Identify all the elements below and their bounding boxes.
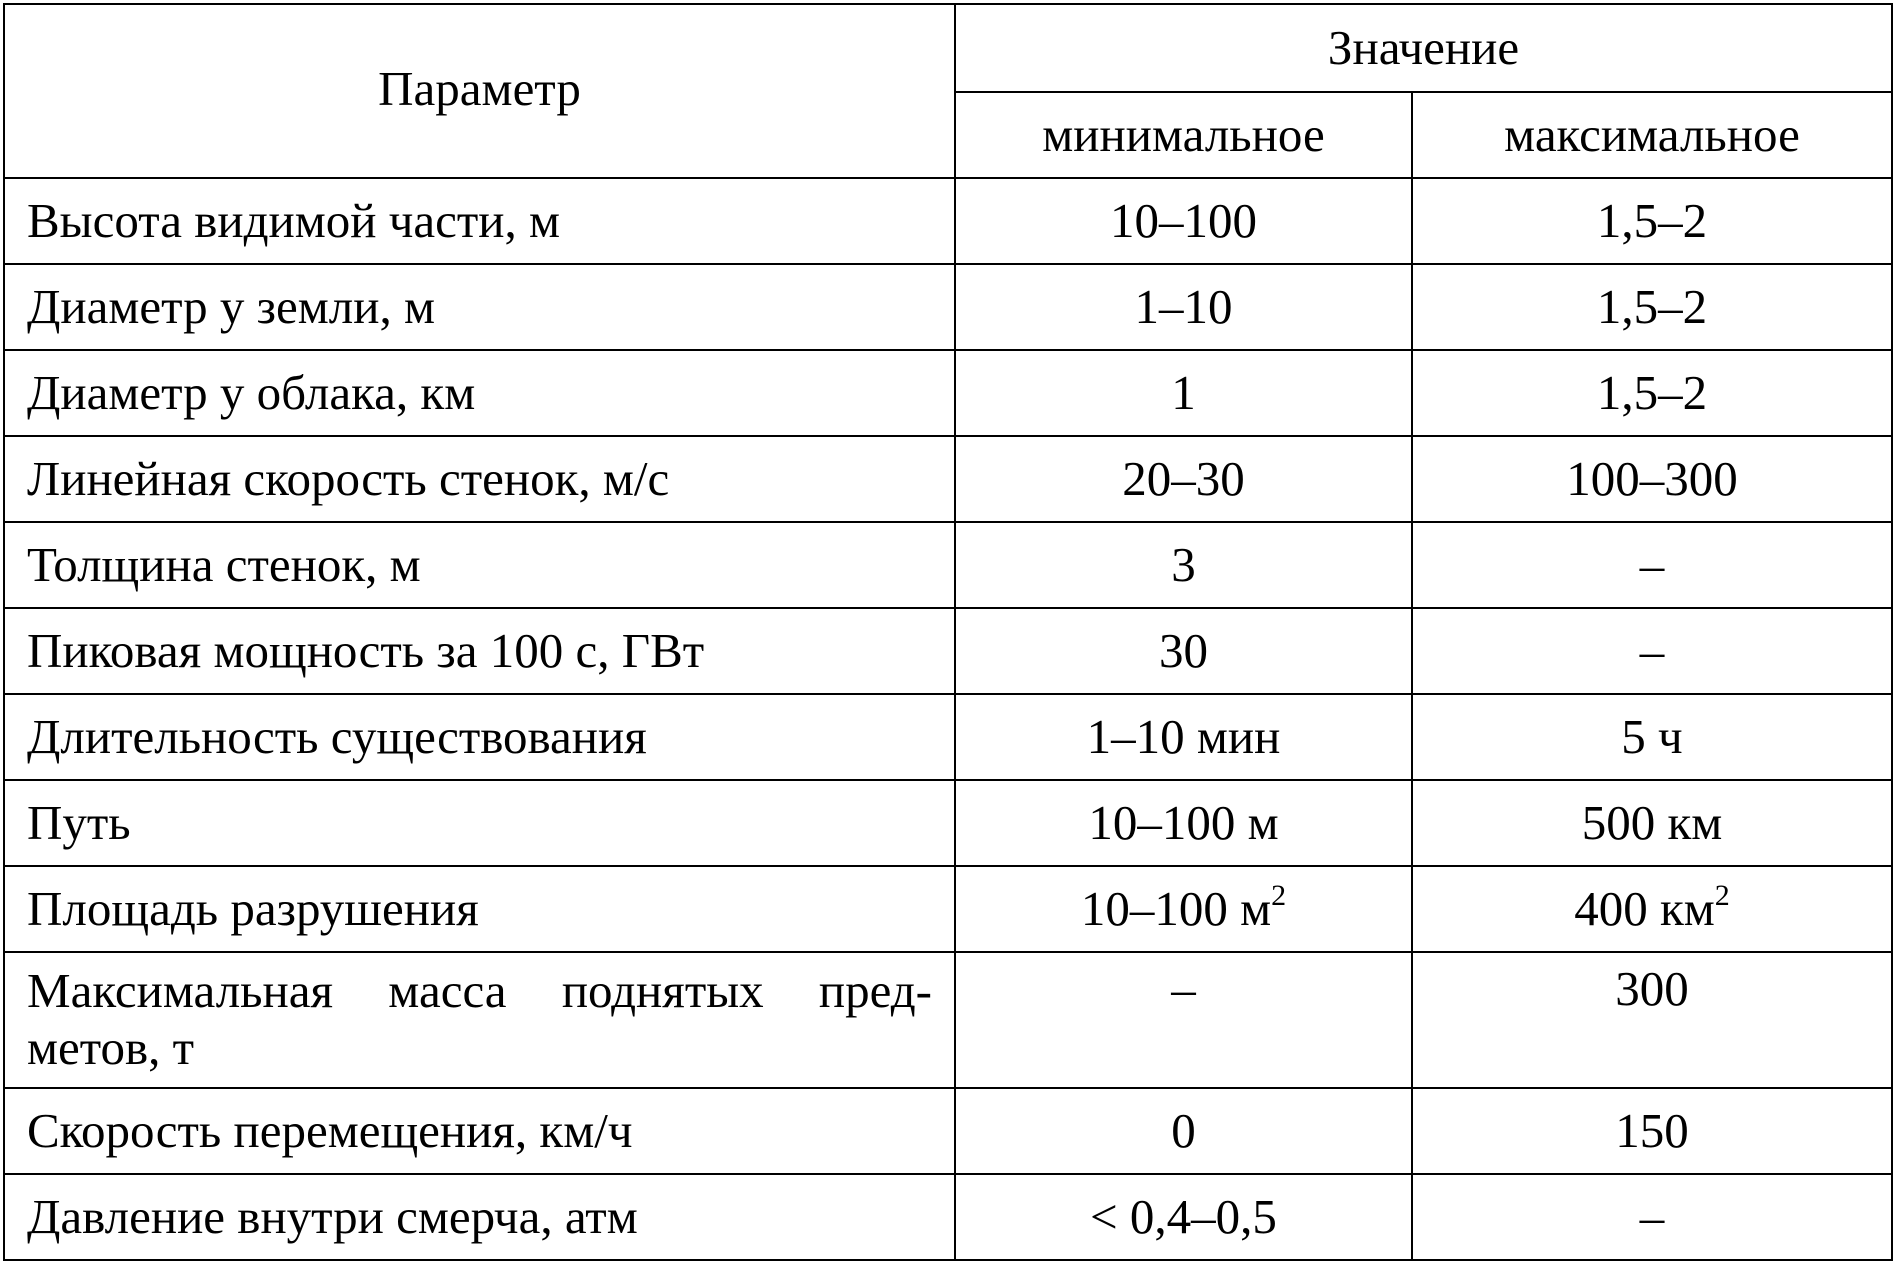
row-max-value: 100–300 bbox=[1412, 436, 1892, 522]
table-row bbox=[4, 952, 1892, 1088]
row-parameter: Высота видимой части, м bbox=[4, 178, 955, 264]
header-parameter: Параметр bbox=[4, 4, 955, 178]
row-min-value: – bbox=[955, 952, 1412, 1088]
header-value-group: Значение bbox=[955, 4, 1892, 92]
table-row bbox=[4, 178, 1892, 264]
row-min-value: 3 bbox=[955, 522, 1412, 608]
row-parameter: Путь bbox=[4, 780, 955, 866]
table-row bbox=[4, 866, 1892, 952]
min-value-text: 10–100 м bbox=[1080, 880, 1272, 936]
row-max-value: 1,5–2 bbox=[1412, 264, 1892, 350]
row-min-value: 10–100 м bbox=[955, 780, 1412, 866]
row-max-value: 5 ч bbox=[1412, 694, 1892, 780]
row-parameter-line-2: метов, т bbox=[27, 1020, 195, 1075]
row-max-value: 300 bbox=[1412, 952, 1892, 1088]
row-min-value: 0 bbox=[955, 1088, 1412, 1174]
table-row bbox=[4, 522, 1892, 608]
row-parameter: Длительность существования bbox=[4, 694, 955, 780]
row-parameter: Линейная скорость стенок, м/с bbox=[4, 436, 955, 522]
header-maximum: максимальное bbox=[1412, 92, 1892, 178]
row-min-value: 20–30 bbox=[955, 436, 1412, 522]
header-minimum: минимальное bbox=[955, 92, 1412, 178]
row-max-value: 1,5–2 bbox=[1412, 350, 1892, 436]
row-parameter: Давление внутри смерча, атм bbox=[4, 1174, 955, 1260]
row-max-value: – bbox=[1412, 1174, 1892, 1260]
row-max-value: 150 bbox=[1412, 1088, 1892, 1174]
row-min-value: 1–10 мин bbox=[955, 694, 1412, 780]
table-row bbox=[4, 608, 1892, 694]
row-parameter: Площадь разрушения bbox=[4, 866, 955, 952]
table-row bbox=[4, 264, 1892, 350]
row-parameter: Толщина стенок, м bbox=[4, 522, 955, 608]
row-max-value: 500 км bbox=[1412, 780, 1892, 866]
row-parameter: Пиковая мощность за 100 с, ГВт bbox=[4, 608, 955, 694]
parameters-table bbox=[3, 3, 1893, 1261]
max-value-superscript: 2 bbox=[1714, 878, 1730, 912]
row-parameter bbox=[4, 952, 955, 1088]
row-max-value: 1,5–2 bbox=[1412, 178, 1892, 264]
table-row bbox=[4, 780, 1892, 866]
table-row bbox=[4, 1174, 1892, 1260]
row-min-value: 10–100 bbox=[955, 178, 1412, 264]
row-parameter: Диаметр у облака, км bbox=[4, 350, 955, 436]
row-parameter-line-1: Максимальная масса поднятых пред- bbox=[27, 963, 932, 1019]
max-value-text: 400 км bbox=[1574, 880, 1715, 936]
row-min-value: 1 bbox=[955, 350, 1412, 436]
row-min-value: < 0,4–0,5 bbox=[955, 1174, 1412, 1260]
table-row bbox=[4, 694, 1892, 780]
row-parameter: Скорость перемещения, км/ч bbox=[4, 1088, 955, 1174]
row-max-value bbox=[1412, 866, 1892, 952]
min-value-superscript: 2 bbox=[1271, 878, 1287, 912]
row-max-value: – bbox=[1412, 522, 1892, 608]
table-row bbox=[4, 1088, 1892, 1174]
row-min-value bbox=[955, 866, 1412, 952]
table-row bbox=[4, 436, 1892, 522]
row-max-value: – bbox=[1412, 608, 1892, 694]
row-parameter: Диаметр у земли, м bbox=[4, 264, 955, 350]
row-min-value: 1–10 bbox=[955, 264, 1412, 350]
row-min-value: 30 bbox=[955, 608, 1412, 694]
table-row bbox=[4, 350, 1892, 436]
